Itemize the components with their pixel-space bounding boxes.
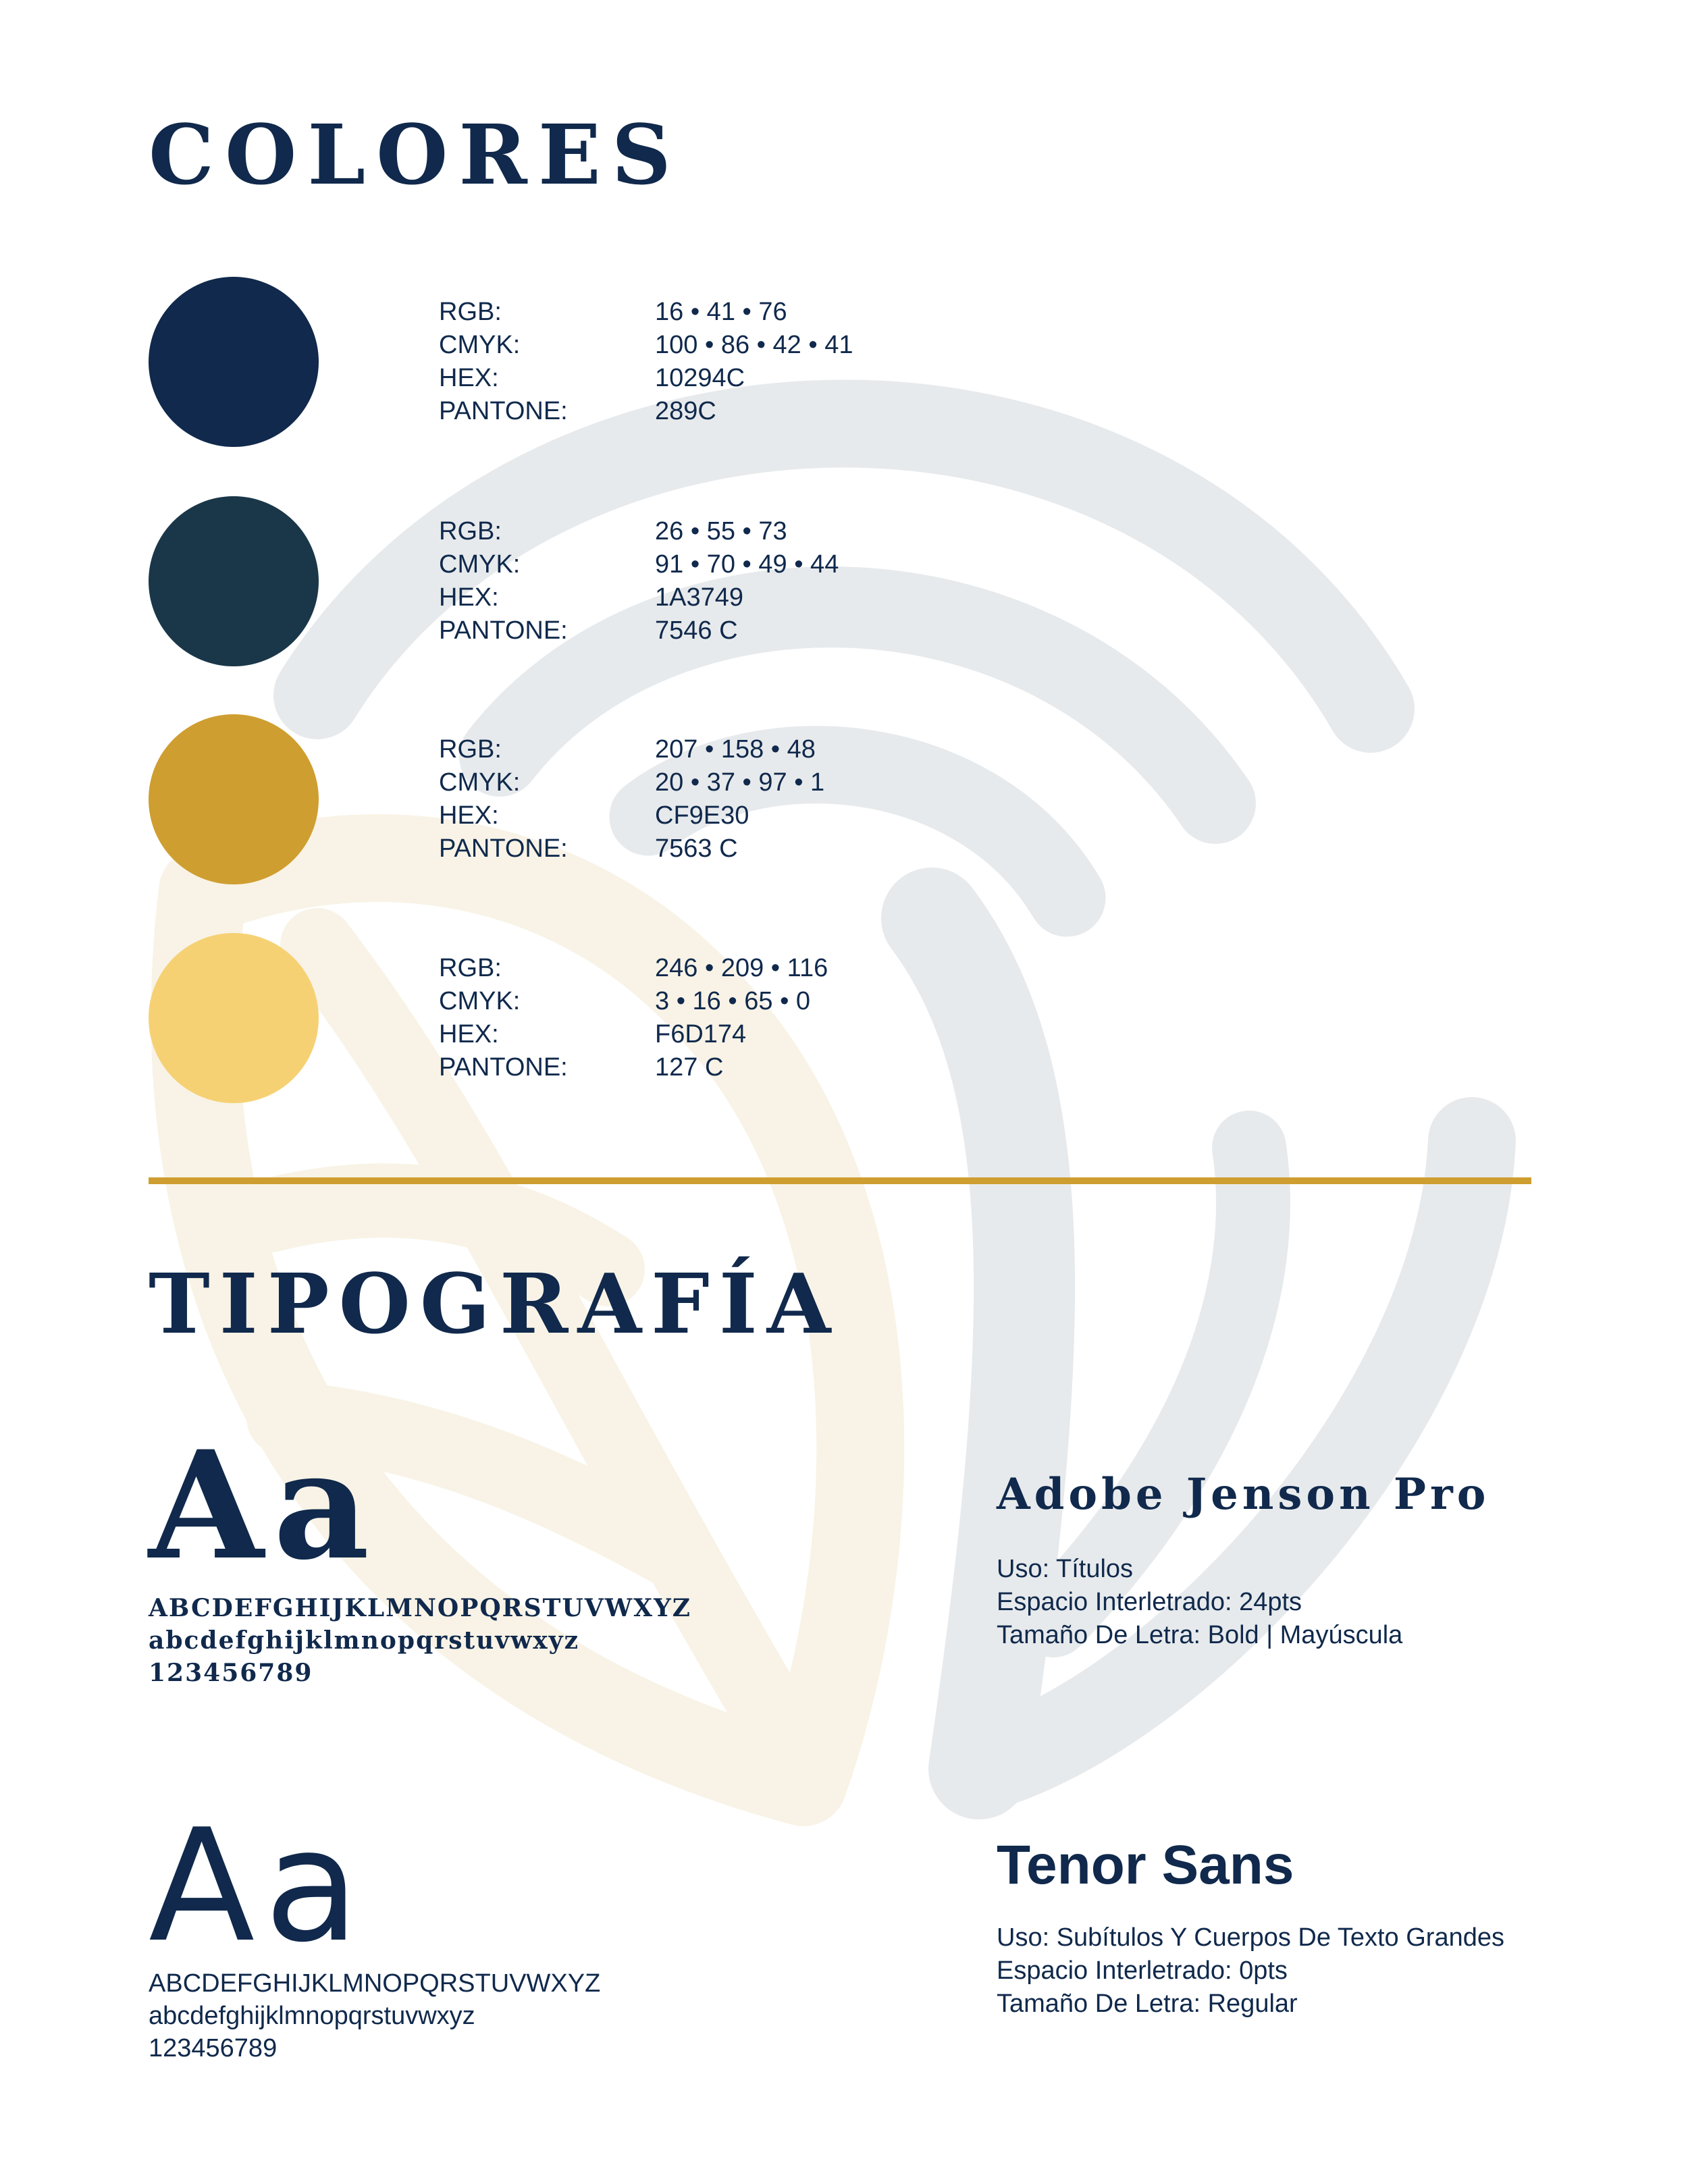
hex-label: HEX:: [439, 583, 499, 612]
font-sample-aa-sans: Aa: [149, 1796, 369, 1977]
color-swatch-row: [149, 933, 959, 1109]
hex-value: F6D174: [655, 1020, 747, 1048]
hex-label: HEX:: [439, 801, 499, 830]
pantone-value: 7546 C: [655, 616, 738, 645]
cmyk-value: 20 • 37 • 97 • 1: [655, 768, 825, 797]
uppercase-alphabet: ABCDEFGHIJKLMNOPQRSTUVWXYZ: [149, 1969, 601, 1998]
font-details: [997, 1921, 1504, 2021]
rgb-value: 246 • 209 • 116: [655, 954, 828, 982]
font-alphabet-sans: [149, 1967, 600, 2065]
color-spec: [439, 733, 1047, 865]
color-swatch-circle: [149, 714, 319, 884]
rgb-value: 16 • 41 • 76: [655, 298, 787, 326]
color-swatch-row: [149, 714, 959, 890]
font-weight-size: Tamaño De Letra: Bold | Mayúscula: [997, 1621, 1403, 1649]
hex-value: CF9E30: [655, 801, 749, 830]
font-usage: Uso: Subítulos Y Cuerpos De Texto Grandes: [997, 1923, 1504, 1952]
cmyk-label: CMYK:: [439, 768, 521, 797]
pantone-label: PANTONE:: [439, 397, 568, 425]
font-name-tenor-sans: Tenor Sans: [997, 1834, 1294, 1896]
lowercase-alphabet: abcdefghijklmnopqrstuvwxyz: [149, 1626, 580, 1655]
rgb-label: RGB:: [439, 298, 502, 326]
color-spec: [439, 952, 1047, 1084]
color-swatch-circle: [149, 496, 319, 666]
color-swatch-row: [149, 496, 959, 672]
color-spec: [439, 296, 1047, 428]
font-sample-aa-serif: Aa: [149, 1418, 379, 1593]
hex-value: 1A3749: [655, 583, 744, 612]
rgb-label: RGB:: [439, 735, 502, 764]
digits: 123456789: [149, 2034, 278, 2062]
pantone-value: 289C: [655, 397, 716, 425]
cmyk-label: CMYK:: [439, 331, 521, 359]
color-swatch-row: [149, 277, 959, 452]
font-letter-spacing: Espacio Interletrado: 0pts: [997, 1956, 1288, 1985]
pantone-label: PANTONE:: [439, 616, 568, 645]
section-divider: [149, 1177, 1531, 1184]
rgb-value: 207 • 158 • 48: [655, 735, 816, 764]
rgb-label: RGB:: [439, 954, 502, 982]
hex-value: 10294C: [655, 364, 745, 392]
tipografia-title: TIPOGRAFÍA: [149, 1255, 841, 1352]
colores-title: COLORES: [149, 106, 682, 203]
lowercase-alphabet: abcdefghijklmnopqrstuvwxyz: [149, 2002, 475, 2030]
color-spec: [439, 515, 1047, 647]
font-name-adobe-jenson: Adobe Jenson Pro: [997, 1469, 1490, 1520]
font-usage: Uso: Títulos: [997, 1555, 1134, 1583]
cmyk-label: CMYK:: [439, 550, 521, 579]
color-swatch-circle: [149, 933, 319, 1103]
pantone-label: PANTONE:: [439, 1053, 568, 1082]
hex-label: HEX:: [439, 1020, 499, 1048]
pantone-label: PANTONE:: [439, 834, 568, 863]
digits: 123456789: [149, 1659, 313, 1687]
cmyk-value: 100 • 86 • 42 • 41: [655, 331, 853, 359]
font-alphabet-serif: [149, 1592, 691, 1689]
rgb-value: 26 • 55 • 73: [655, 517, 787, 545]
pantone-value: 7563 C: [655, 834, 738, 863]
rgb-label: RGB:: [439, 517, 502, 545]
font-details: [997, 1553, 1402, 1652]
pantone-value: 127 C: [655, 1053, 724, 1082]
font-letter-spacing: Espacio Interletrado: 24pts: [997, 1588, 1302, 1616]
uppercase-alphabet: ABCDEFGHIJKLMNOPQRSTUVWXYZ: [149, 1594, 692, 1622]
hex-label: HEX:: [439, 364, 499, 392]
cmyk-value: 91 • 70 • 49 • 44: [655, 550, 839, 579]
cmyk-label: CMYK:: [439, 987, 521, 1015]
font-weight-size: Tamaño De Letra: Regular: [997, 1990, 1298, 2018]
cmyk-value: 3 • 16 • 65 • 0: [655, 987, 811, 1015]
color-swatch-circle: [149, 277, 319, 447]
